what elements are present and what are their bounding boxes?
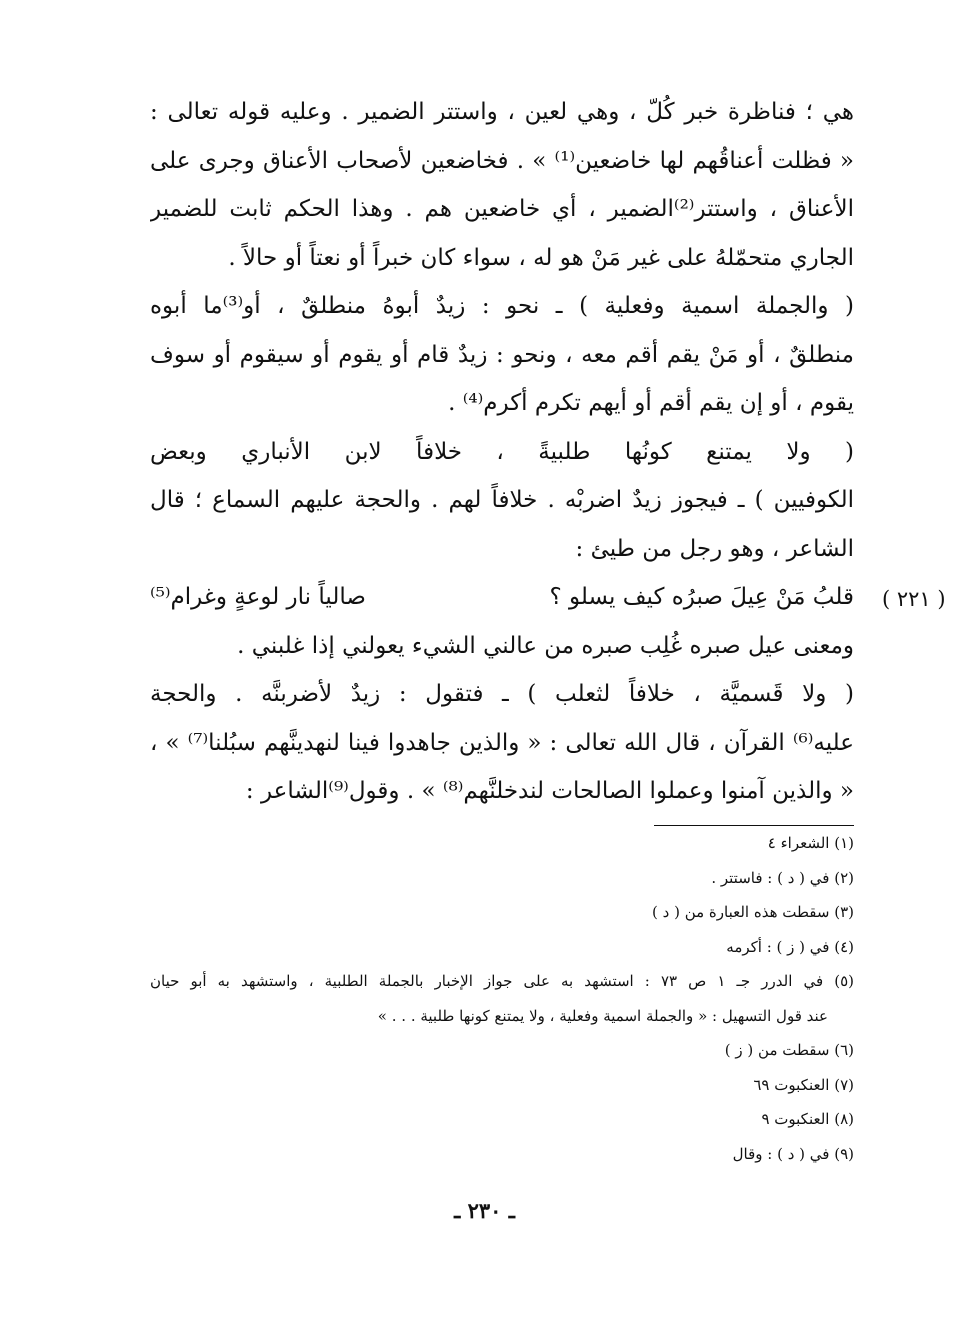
footnote: (٢) في ( د ) : فاستتر . [711,868,854,887]
verse-number: ( ٢٢١ ) [882,587,946,611]
text-line: « فظلت أعناقُهم لها خاضعين⁽¹⁾ » . فخاضعين لأصحاب الأعناق وجرى على [150,147,854,174]
text-line: الشاعر ، وهو رجل من طيئ : [575,535,854,562]
text-line: الجاري متحمّلهُ على غير مَنْ هو له ، سواء كان خبراً أو نعتاً أو حالاً . [228,244,854,271]
text-line: يقوم ، أو إن يقم أقم أو أيهم تكرم أكرم⁽⁴⁾ . [448,390,854,416]
text-line: ( ولا يمتنع كونُها طلبيةً ، خلافاً لابن الأنباري وبعض [150,438,854,465]
footnote: (٨) العنكبوت ٩ [761,1110,854,1128]
page-number: ـ ٢٣٠ ـ [454,1198,515,1223]
text-line: منطلقٌ ، أو مَنْ يقم أقم معه ، ونحو : زيدٌ قام أو يقوم أو سيقوم أو سوف [150,341,854,368]
poetry-verse [150,573,854,622]
text-line: الكوفيين ) ـ فيجوز زيدٌ اضربْه . خلافاً لهم . والحجة عليهم السماع ؛ قال [150,487,854,513]
text-line: هي ؛ فناظرة خبر كُلّ ، وهي لعين ، واستتر الضمير . وعليه قوله تعالى : [150,99,854,125]
footnote: (٩) في ( د ) : وقال [732,1144,854,1163]
footnotes [150,826,854,1171]
text-line: ومعنى عيل صبره غُلِب صبره من عالني الشيء يعولني إذا غلبني . [237,632,854,659]
verse-first-hemistich: قلبُ مَنْ عِيلَ صبرُه كيف يسلو ؟ [549,584,854,610]
footnote: (٧) العنكبوت ٦٩ [753,1075,854,1094]
footnote: (١) الشعراء ٤ [767,834,854,852]
text-line: عليه⁽⁶⁾ القرآن ، قال الله تعالى : « والذين جاهدوا فينا لنهدينَّهم سبُلنا⁽⁷⁾ » ، [150,729,854,756]
text-line: الأعناق ، واستتر⁽²⁾الضمير ، أي خاضعين هم . وهذا الحكم ثابت للضمير [150,196,854,222]
main-text [150,88,854,816]
text-line: « والذين آمنوا وعملوا الصالحات لندخلنَّهم⁽⁸⁾ » . وقول⁽⁹⁾الشاعر : [245,778,854,804]
text-line: ( والجملة اسمية وفعلية ) ـ نحو : زيدٌ أبوهُ منطلقٌ ، أو⁽³⁾ما أبوه [150,293,854,319]
footnote: (٣) سقطت هذه العبارة من ( د ) [652,903,854,921]
footnote: (٤) في ( ز ) : أكرمه [726,937,854,956]
footnote-continuation: عند قول التسهيل : « والجملة اسمية وفعلية ، ولا يمتنع كونها طلبية . . . » [377,1006,828,1025]
verse-second-hemistich: صالياً نار لوعةٍ وغرام⁽⁵⁾ [150,584,366,610]
footnote: (٦) سقطت من ( ز ) [724,1041,854,1059]
text-line: ( ولا قَسميَّة ، خلافاً لثعلب ) ـ فتقول : زيدٌ لأضربنَّه . والحجة [150,681,854,707]
footnote: (٥) في الدرر جـ ١ ص ٧٣ : استشهد به على جواز الإخبار بالجملة الطلبية ، واستشهد به أبو حيان [150,972,854,990]
